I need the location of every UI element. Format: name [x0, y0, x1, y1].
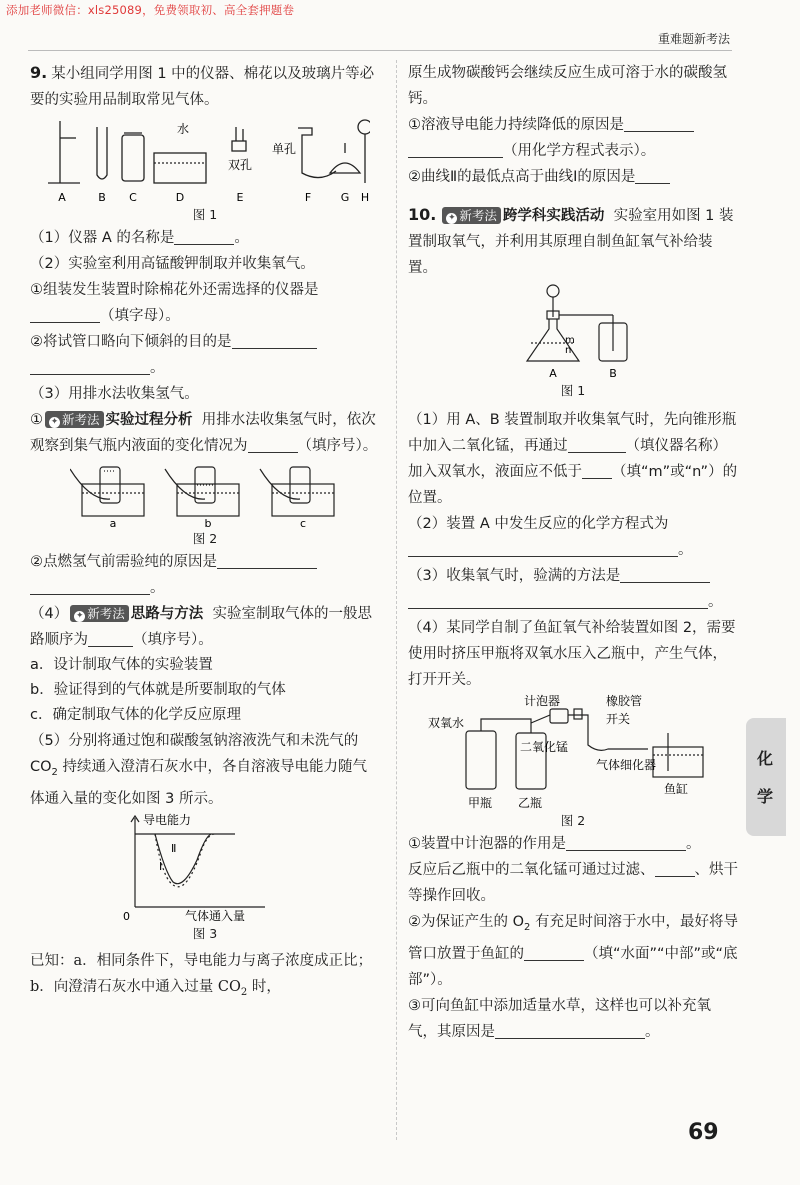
q10-sub1-text: ①装置中计泡器的作用是: [408, 836, 566, 852]
column-divider: [396, 60, 397, 1140]
q9-option-c: c．确定制取气体的化学反应原理: [30, 707, 241, 723]
q9-known-q1-text: ①溶液导电能力持续降低的原因是: [408, 117, 624, 133]
subscript-2: 2: [524, 921, 531, 933]
q9-known-q2: [408, 164, 738, 190]
bottle-jia: [466, 731, 496, 789]
q10-sub3: ③可向鱼缸中添加适量水草，这样也可以补充氧气，其原因是 。: [408, 997, 711, 1040]
answer-blank[interactable]: [408, 141, 503, 158]
q9-part4-prefix: （4）: [30, 606, 69, 622]
q10-sub2: [408, 909, 738, 993]
q9-part3b-line2: 。: [30, 575, 380, 601]
fig3-xlabel: 气体通入量: [185, 908, 246, 923]
q9-stem: [30, 60, 380, 113]
q9-known-text-a: 已知：a．相同条件下，导电能力与离子浓度成正比；b．向澄清石灰水中通入过量 CO: [30, 952, 373, 995]
fig1-label-g: G: [340, 191, 350, 204]
answer-blank[interactable]: [408, 540, 678, 557]
q9-fig2-caption: 图 2: [192, 531, 218, 546]
q9-part4-text: 实验室制取气体的一般思路顺序为: [30, 606, 372, 648]
q9-figure-3: [115, 812, 295, 924]
badge-text: 新考法: [62, 412, 100, 427]
fig1-label-h: H: [360, 191, 370, 204]
new-method-badge: [45, 411, 104, 428]
q10-stem: [408, 202, 738, 281]
q9-stem-text: 某小组同学用图 1 中的仪器、棉花以及玻璃片等必要的实验用品制取常见气体。: [30, 66, 375, 108]
fig2-setup-a: [70, 467, 144, 516]
q9-part3b: [30, 549, 380, 575]
q9-part1-text: （1）仪器 A 的名称是: [30, 230, 175, 246]
q9-part3a-prefix: ①: [30, 412, 43, 428]
watermark: 添加老师微信：xls25089，免费领取初、高全套押题卷: [6, 3, 295, 17]
q10-sub2-text-b: 有充足时间溶于水中，最好将导管口放置于鱼缸的: [408, 914, 739, 962]
new-method-badge: [70, 605, 129, 622]
page-header: 重难题新考法: [657, 32, 730, 46]
q9-part4-title: 思路与方法: [130, 606, 204, 622]
q10-part1-text-c: （填“m”或“n”）的位置。: [408, 464, 738, 506]
q9-known-continued: 原生成物碳酸钙会继续反应生成可溶于水的碳酸氢钙。: [408, 65, 727, 107]
q9-figure-2: [70, 459, 340, 529]
fig1-label-b: B: [98, 191, 106, 204]
q9-part3a-tail: （填序号）。: [297, 438, 378, 454]
answer-blank[interactable]: [620, 566, 710, 583]
fish-tank: [653, 747, 703, 777]
q9-part2a-text: ①组装发生装置时除棉花外还需选择的仪器是: [30, 282, 319, 298]
side-tab-char-1: 化: [757, 749, 774, 768]
fig2-label-a: a: [109, 517, 117, 529]
q9-part3a-title: 实验过程分析: [105, 412, 193, 428]
q9-known-q1-line2: [408, 138, 738, 164]
q10-fig2-tank: 鱼缸: [664, 782, 689, 796]
q9-part2b: [30, 329, 380, 355]
q10-stem-text: 实验室用如图 1 装置制取氧气，并利用其原理自制鱼缸氧气补给装置。: [408, 208, 734, 276]
new-method-badge: [442, 207, 501, 224]
answer-blank[interactable]: [88, 630, 133, 647]
q9-part3: （3）用排水法收集氢气。: [30, 386, 199, 402]
q9-known-q2-text: ②曲线Ⅱ的最低点高于曲线Ⅰ的原因是: [408, 169, 636, 185]
q10-fig2-bubbler: 计泡器: [524, 694, 561, 708]
q9-part2a-tail: （填字母）。: [100, 308, 180, 324]
badge-text: 新考法: [87, 606, 125, 621]
header-rule: [28, 50, 732, 51]
q10-part2-line2: 。: [408, 537, 738, 563]
fig1-letter-labels: [58, 191, 369, 204]
bubbler: [550, 709, 568, 723]
q10-part3-text: （3）收集氧气时，验满的方法是: [408, 568, 621, 584]
q9-part3a-text: 用排水法收集氢气时，依次观察到集气瓶内液面的变化情况为: [30, 412, 376, 454]
q9-fig1-caption: 图 1: [192, 207, 218, 222]
q9-figure-1: [40, 113, 370, 205]
q10-part1-text-b: （填仪器名称）加入双氧水，液面应不低于: [408, 438, 727, 480]
answer-blank[interactable]: [248, 436, 298, 453]
side-tab-char-2: 学: [757, 787, 774, 806]
q10-sub3-text: ③可向鱼缸中添加适量水草，这样也可以补充氧气，其原因是: [408, 997, 711, 1040]
answer-blank[interactable]: [408, 592, 708, 609]
lightbulb-icon: ✦: [75, 611, 84, 621]
fig1-label-d: D: [175, 191, 185, 204]
page-number: 69: [688, 1120, 719, 1145]
answer-blank[interactable]: [655, 860, 695, 877]
answer-blank[interactable]: [566, 834, 686, 851]
answer-blank[interactable]: [217, 552, 317, 569]
answer-blank[interactable]: [30, 306, 100, 323]
q9-part2a: [30, 277, 380, 329]
fig1-label-a: A: [58, 191, 66, 204]
q10-part4: （4）某同学自制了鱼缸氧气补给装置如图 2，需要使用时挤压甲瓶将双氧水压入乙瓶中，产生气体，打开开关。: [408, 620, 736, 688]
lightbulb-icon: ✦: [448, 213, 456, 223]
answer-blank[interactable]: [495, 1022, 645, 1039]
fig1-water-label: 水: [176, 122, 190, 136]
fig1-label-f: F: [304, 191, 312, 204]
q9-known-q1: [408, 112, 738, 138]
badge-text: 新考法: [459, 208, 497, 223]
q9-known: [30, 948, 380, 1006]
q10-fig1-label-b: B: [609, 367, 617, 380]
q9-option-a: a．设计制取气体的实验装置: [30, 657, 213, 673]
left-column: [30, 60, 380, 1006]
q9-part5: [30, 728, 380, 812]
q9-part3b-text: ②点燃氢气前需验纯的原因是: [30, 554, 217, 570]
q10-fig2-rubber-tube: 橡胶管: [606, 694, 643, 708]
q10-fig2-mno2: 二氧化锰: [520, 740, 569, 754]
q9-part3a: [30, 407, 380, 459]
fig3-origin: 0: [123, 909, 130, 923]
q9-number: 9.: [30, 63, 48, 82]
q10-fig2-bottle1: 甲瓶: [468, 796, 493, 810]
answer-blank[interactable]: [30, 578, 150, 595]
fig2-setup-c: [260, 467, 334, 516]
q10-title: 跨学科实践活动: [502, 208, 605, 224]
q10-fig2-caption: 图 2: [560, 813, 586, 828]
right-column: [408, 60, 738, 1045]
q10-fig1-caption: 图 1: [560, 383, 586, 398]
answer-blank[interactable]: [174, 228, 234, 245]
q10-figure-2: [428, 693, 718, 811]
q10-fig2-switch: 开关: [606, 712, 631, 726]
q10-part3: [408, 563, 738, 589]
answer-blank[interactable]: [30, 358, 150, 375]
fig3-ylabel: 导电能力: [143, 812, 192, 827]
q10-sub2-text-a: ②为保证产生的 O: [408, 914, 525, 930]
q10-sub1c-text: 、烘干等操作回收。: [408, 862, 738, 904]
q10-part1: [408, 407, 738, 511]
q9-part5-text-a: （5）分别将通过饱和碳酸氢钠溶液洗气和未洗气的 CO: [30, 733, 359, 775]
fig2-setup-b: [165, 467, 239, 516]
q9-known-text-b: 时，: [247, 978, 281, 995]
q10-fig2-h2o2: 双氧水: [428, 716, 465, 730]
q9-part4-tail: （填序号）。: [133, 632, 213, 648]
fig3-curve-2: [155, 834, 211, 884]
q9-part2: （2）实验室利用高锰酸钾制取并收集氧气。: [30, 256, 315, 272]
q10-fig2-refiner: 气体细化器: [596, 758, 657, 772]
fig2-label-b: b: [204, 517, 212, 529]
q10-sub1: ①装置中计泡器的作用是 。: [408, 836, 701, 852]
q9-part2b-line2: 。: [30, 355, 380, 381]
answer-blank[interactable]: [582, 462, 612, 479]
fig1-single-hole-label: 单孔: [271, 142, 297, 156]
q9-known-q1-tail: （用化学方程式表示）。: [503, 143, 656, 159]
answer-blank[interactable]: [635, 167, 670, 184]
subscript-2: 2: [51, 766, 58, 778]
q10-part2: （2）装置 A 中发生反应的化学方程式为: [408, 516, 669, 532]
fig1-label-c: C: [129, 191, 137, 204]
q10-figure-1: [503, 281, 643, 381]
q9-part5-text-b: 持续通入澄清石灰水中，各自溶液导电能力随气体通入量的变化如图 3 所示。: [30, 759, 368, 807]
fig1-double-hole-label: 双孔: [227, 158, 253, 172]
q10-number: 10.: [408, 205, 437, 224]
fig1-label-e: E: [236, 191, 244, 204]
answer-blank[interactable]: [232, 332, 317, 349]
q9-part1: （1）仪器 A 的名称是 。: [30, 230, 249, 246]
switch: [574, 709, 582, 719]
q10-part3-line2: 。: [408, 589, 738, 615]
q10-sub2-text-c: （填“水面”“中部”或“底部”）。: [408, 945, 738, 988]
subject-side-tab: [746, 718, 786, 836]
answer-blank[interactable]: [524, 944, 584, 961]
fig2-label-c: c: [299, 517, 307, 529]
subscript-2: 2: [240, 986, 248, 998]
q10-fig1-n: n: [565, 345, 572, 356]
q9-option-b: b．验证得到的气体就是所要制取的气体: [30, 682, 286, 698]
fig3-curve1-label: Ⅰ: [159, 859, 163, 873]
q10-fig2-bottle2: 乙瓶: [518, 796, 543, 810]
q10-part1-text-a: （1）用 A、B 装置制取并收集氧气时，先向锥形瓶中加入二氧化锰，再通过: [408, 412, 737, 454]
answer-blank[interactable]: [624, 115, 694, 132]
q9-part2b-text: ②将试管口略向下倾斜的目的是: [30, 334, 232, 350]
answer-blank[interactable]: [568, 436, 626, 453]
q10-fig1-m: m: [565, 335, 575, 346]
fig3-curve2-label: Ⅱ: [171, 841, 177, 855]
lightbulb-icon: ✦: [50, 417, 59, 427]
q9-fig3-caption: 图 3: [192, 925, 218, 941]
q10-sub1b: [408, 857, 738, 909]
q10-sub1b-text: 反应后乙瓶中的二氧化锰可通过过滤、: [408, 862, 655, 878]
q9-part4: [30, 601, 380, 653]
q10-fig1-label-a: A: [549, 367, 557, 380]
